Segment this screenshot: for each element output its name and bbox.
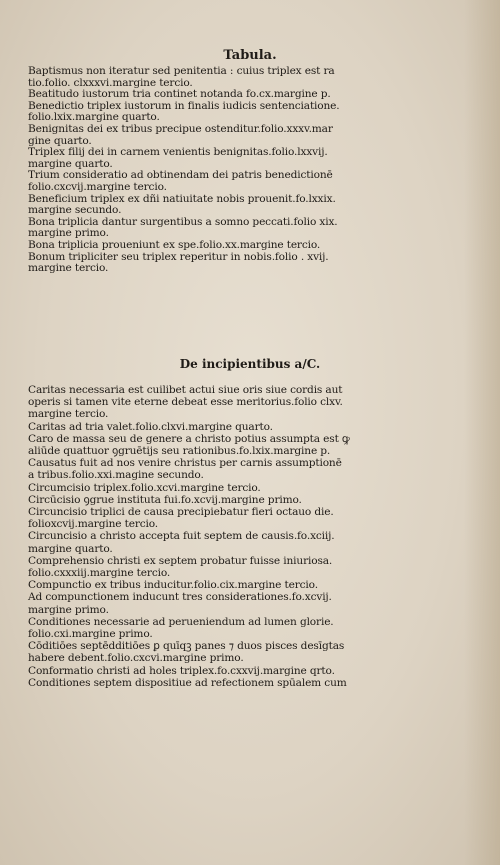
index-line: Conditiones necessarie ad perueniendum ad lumen glorie. — [28, 615, 334, 628]
index-line: tio.folio. clxxxvi.margine tercio. — [28, 76, 193, 89]
index-line: Conformatio christi ad holes triplex.fo.cxxvij.margine qrto. — [28, 664, 335, 677]
index-line: folio.cxi.margine primo. — [28, 628, 153, 641]
index-line: aliūde quattuor ꝯgruētijs seu rationibus.fo.lxix.margine p. — [28, 445, 331, 458]
index-line: margine secundo. — [28, 204, 122, 217]
index-line: Caro de massa seu de genere a christo potius assumpta est ꝙ — [28, 432, 350, 445]
index-line: gine quarto. — [28, 134, 92, 147]
index-line: Causatus fuit ad nos venire christus per carnis assumptionē — [28, 457, 342, 470]
index-line: Bonum tripliciter seu triplex reperitur in nobis.folio . xvij. — [28, 250, 329, 263]
index-line: Compunctio ex tribus inducitur.folio.cix.margine tercio. — [28, 579, 318, 592]
index-line: Circūcisio ꝯgrue instituta fui.fo.xcvij.margine primo. — [28, 493, 302, 506]
index-line: margine primo. — [28, 603, 109, 616]
index-line: margine tercio. — [28, 262, 109, 275]
index-line: folio.cxxxiij.margine tercio. — [28, 567, 171, 580]
index-line: Bona triplicia proueniunt ex spe.folio.xx.margine tercio. — [28, 238, 321, 251]
index-line: margine tercio. — [28, 408, 109, 421]
index-line: folio.cxcvij.margine tercio. — [28, 180, 167, 193]
index-line: Benignitas dei ex tribus precipue ostenditur.folio.xxxv.mar — [28, 122, 333, 135]
index-line: Circuncisio a christo accepta fuit septem de causis.fo.xciij. — [28, 530, 335, 543]
index-line: Trium consideratio ad obtinendam dei patris benedictionē — [28, 169, 333, 182]
index-line: folio.lxix.margine quarto. — [28, 111, 160, 124]
index-line: Beatitudo iustorum tria continet notanda fo.cx.margine p. — [28, 88, 331, 101]
index-line: operis si tamen vite eterne debeat esse meritorius.folio clxv. — [28, 396, 343, 409]
index-line: Ad compunctionem inducunt tres considerationes.fo.xcvij. — [28, 591, 332, 604]
index-line: Cōditiōes septēdditiōes ꝑ quīqꝫ panes ⁊ duos pisces desīgtas — [28, 640, 345, 653]
page-title: Tabula. — [223, 48, 277, 63]
index-section-b — [28, 66, 478, 275]
index-line: Bona triplicia dantur surgentibus a somno peccati.folio xix. — [28, 215, 338, 228]
index-line: Beneficium triplex ex dñi natiuitate nobis prouenit.fo.lxxix. — [28, 192, 336, 205]
section-heading-c: De incipientibus a/C. — [179, 357, 321, 371]
index-line: habere debent.folio.cxcvi.margine primo. — [28, 652, 244, 665]
index-line: folioxcvij.margine tercio. — [28, 518, 159, 531]
index-line: Caritas ad tria valet.folio.clxvi.margine quarto. — [28, 420, 273, 433]
index-line: margine primo. — [28, 227, 109, 240]
index-line: Baptismus non iteratur sed penitentia : cuius triplex est ra — [28, 65, 335, 77]
index-line: Conditiones septem dispositiue ad refectionem spūalem cum — [28, 676, 347, 689]
index-line: a tribus.folio.xxi.magine secundo. — [28, 469, 204, 482]
index-line: Circuncisio triplici de causa precipiebatur fieri octauo die. — [28, 506, 334, 519]
index-line: margine quarto. — [28, 542, 113, 555]
index-section-c — [28, 384, 478, 689]
index-line: margine quarto. — [28, 157, 113, 170]
index-line: Comprehensio christi ex septem probatur fuisse iniuriosa. — [28, 554, 333, 567]
index-line: Caritas necessaria est cuilibet actui siue oris siue cordis aut — [28, 384, 343, 396]
index-line: Circumcisio triplex.folio.xcvi.margine tercio. — [28, 481, 261, 494]
index-line: Benedictio triplex iustorum in finalis iudicis sentenciatione. — [28, 99, 340, 112]
index-line: Triplex filij dei in carnem venientis benignitas.folio.lxxvij. — [28, 146, 328, 159]
